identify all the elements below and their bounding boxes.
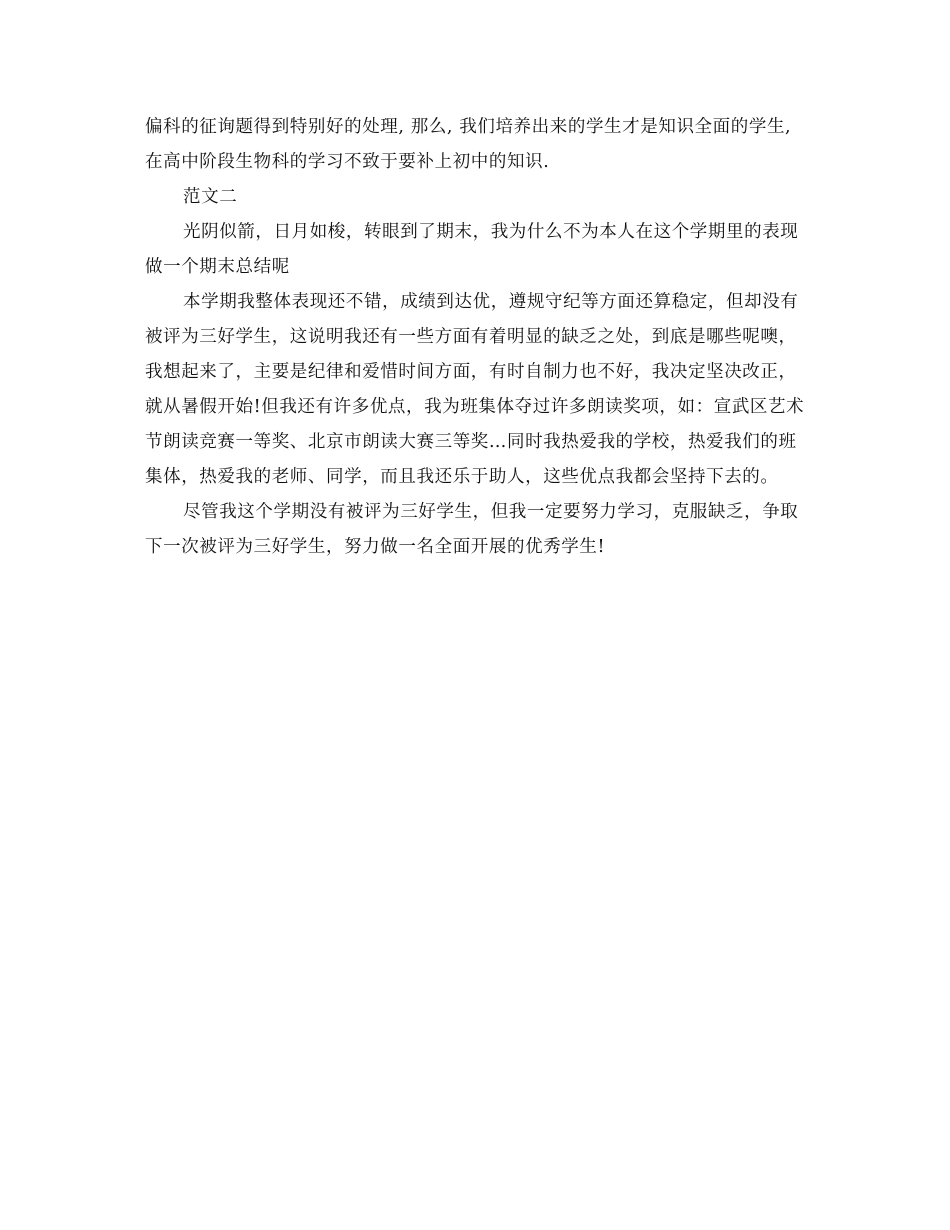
section-heading: 范文二 — [183, 187, 238, 207]
paragraph-conclusion: 尽管我这个学期没有被评为三好学生，但我一定要努力学习，克服缺乏，争取下一次被评为三好学生，努力做一名全面开展的优秀学生! — [145, 502, 799, 557]
document-body — [145, 110, 810, 565]
paragraph-body: 本学期我整体表现还不错，成绩到达优，遵规守纪等方面还算稳定，但却没有被评为三好学生，这说明我还有一些方面有着明显的缺乏之处，到底是哪些呢噢，我想起来了，主要是纪律和爱惜时间方面，有时自制力也不好，我决定坚决改正，就从暑假开始!但我还有许多优点，我为班集体夺过许多朗读奖项，如：宣武区艺术节朗读竞赛一等奖、北京市朗读大赛三等奖…同时我热爱我的学校，热爱我们的班集体，热爱我的老师、同学，而且我还乐于助人，这些优点我都会坚持下去的。 — [145, 292, 805, 487]
paragraph-continuation: 偏科的征询题得到特别好的处理, 那么, 我们培养出来的学生才是知识全面的学生, 在高中阶段生物科的学习不致于要补上初中的知识. — [145, 117, 792, 172]
paragraph-intro: 光阴似箭，日月如梭，转眼到了期末，我为什么不为本人在这个学期里的表现做一个期末总结呢 — [145, 222, 799, 277]
